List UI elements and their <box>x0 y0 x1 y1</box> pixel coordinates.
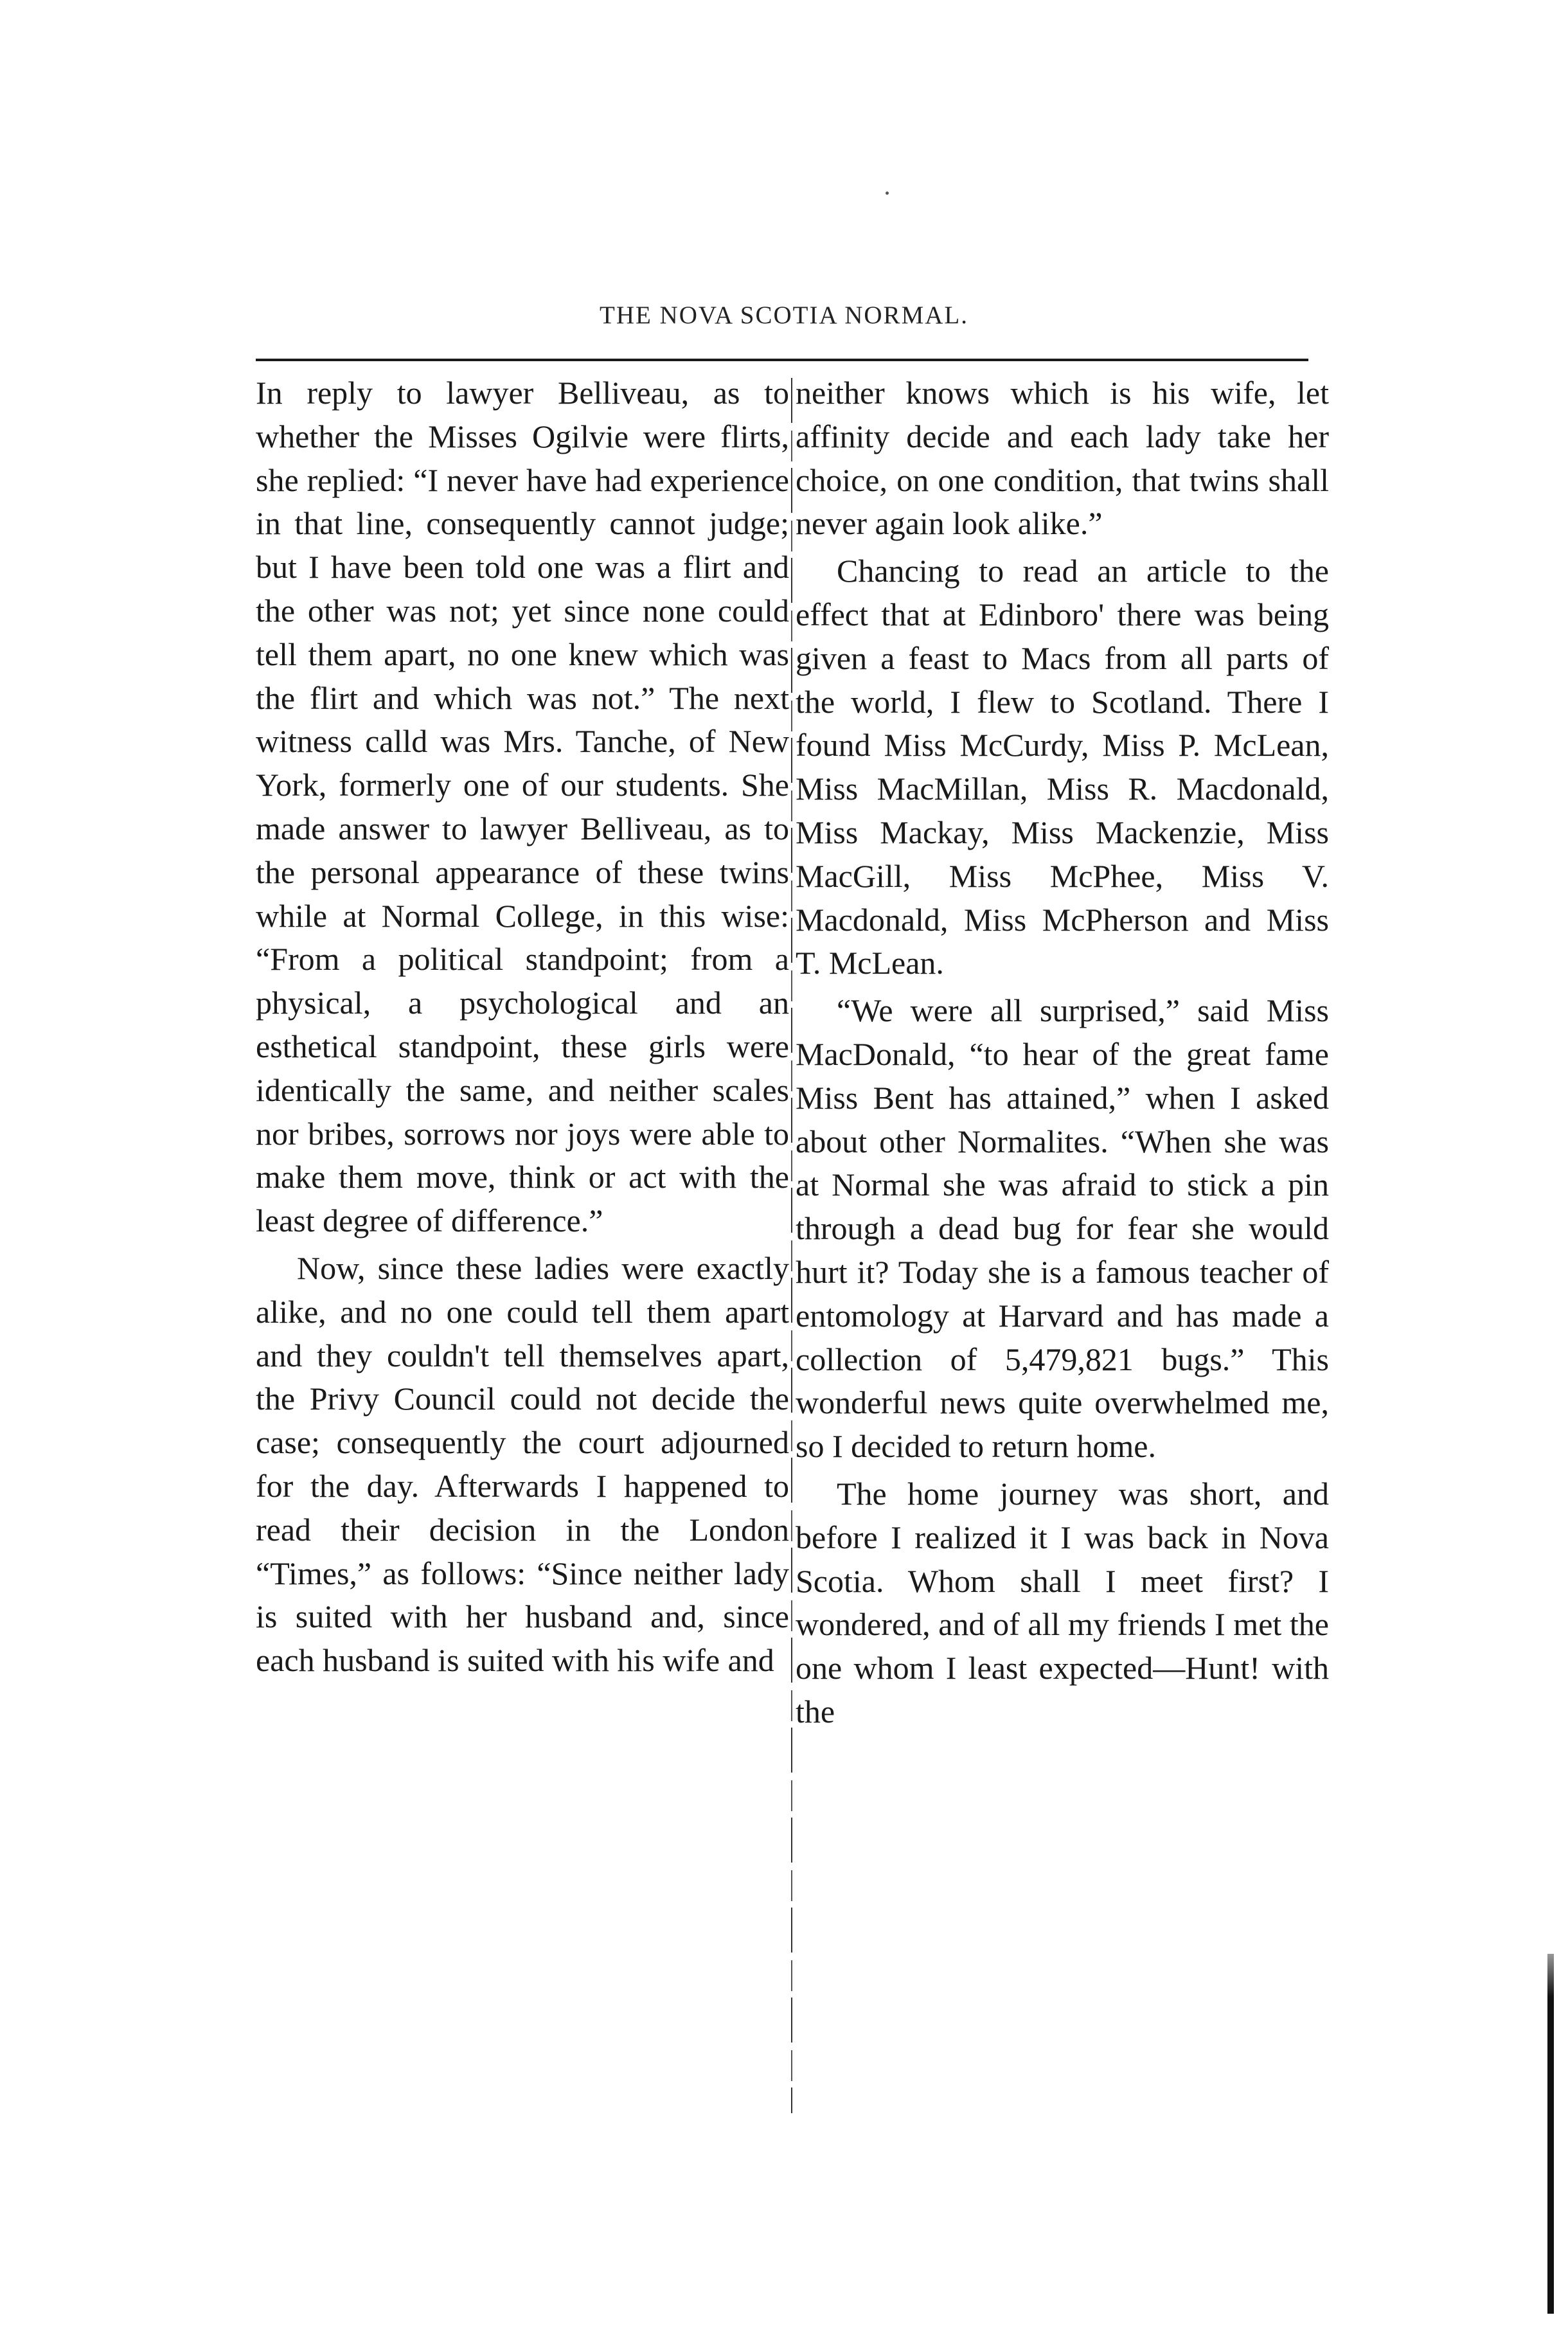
ink-speck <box>886 192 889 195</box>
left-paragraph-1: In reply to lawyer Belliveau, as to whether the Misses Ogilvie were flirts, she replied: “I never have had experience in that line, consequently cannot judge; but I have been told one was a flirt and the other was not; yet since none could tell them apart, no one knew which was the flirt and which was not.” The next witness calld was Mrs. Tanche, of New York, formerly one of our students. She made answer to lawyer Belliveau, as to the personal appearance of these twins while at Normal College, in this wise: “From a political standpoint; from a physical, a psychological and an esthetical standpoint, these girls were identically the same, and neither scales nor bribes, sorrows nor joys were able to make them move, think or act with the least degree of difference.” <box>256 375 789 1239</box>
page-edge-shadow <box>1547 1954 1554 2314</box>
left-column <box>256 371 789 1683</box>
left-paragraph-2: Now, since these ladies were exactly alike, and no one could tell them apart and they couldn't tell themselves apart, the Privy Council could not decide the case; consequently the court adjourned for the day. Afterwards I happened to read their decision in the London “Times,” as follows: “Since neither lady is suited with her husband and, since each husband is suited with his wife and <box>256 1249 789 1679</box>
header-rule <box>256 359 1308 361</box>
right-paragraph-3: “We were all surprised,” said Miss MacDonald, “to hear of the great fame Miss Bent has attained,” when I asked about other Normalites. “When she was at Normal she was afraid to stick a pin through a dead bug for fear she would hurt it? Today she is a famous teacher of entomology at Harvard and has made a collection of 5,479,821 bugs.” This wonderful news quite overwhelmed me, so I decided to return home. <box>796 992 1329 1465</box>
right-paragraph-2: Chancing to read an article to the effect that at Edinboro' there was being given a feast to Macs from all parts of the world, I flew to Scotland. There I found Miss McCurdy, Miss P. McLean, Miss MacMillan, Miss R. Macdonald, Miss Mackay, Miss Mackenzie, Miss MacGill, Miss McPhee, Miss V. Macdonald, Miss McPherson and Miss T. McLean. <box>796 553 1329 981</box>
right-column <box>796 371 1329 1734</box>
right-paragraph-1: neither knows which is his wife, let affinity decide and each lady take her choice, on one condition, that twins shall never again look alike.” <box>796 375 1329 542</box>
column-divider <box>791 378 792 2113</box>
right-paragraph-4: The home journey was short, and before I realized it I was back in Nova Scotia. Whom shall I meet first? I wondered, and of all my friends I met the one whom I least expected—Hunt! with the <box>796 1475 1329 1730</box>
running-head: THE NOVA SCOTIA NORMAL. <box>600 301 968 329</box>
